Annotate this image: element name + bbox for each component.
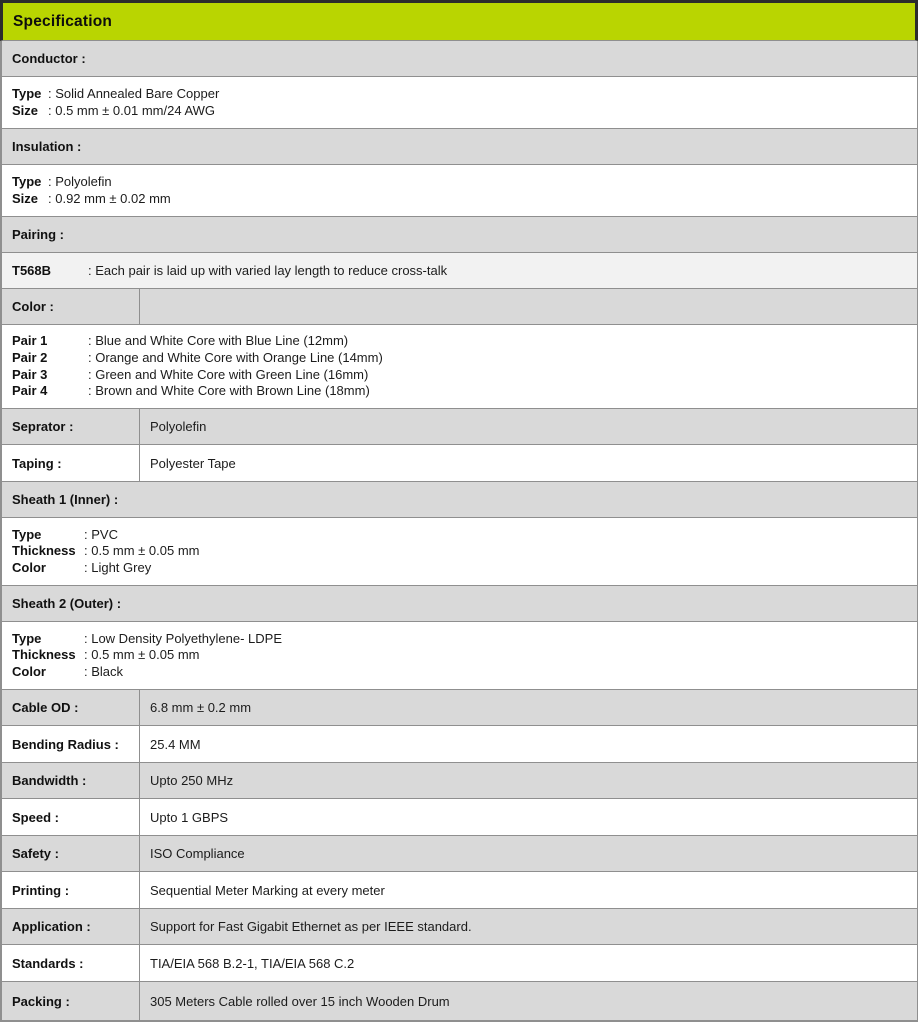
spec-value-cell: [140, 763, 917, 798]
spec-label: Pair 2: [12, 349, 48, 365]
spec-row-bandwidth: [2, 763, 917, 799]
spec-label-cell: [2, 872, 140, 908]
section-heading-insulation: [2, 129, 917, 165]
section-heading-conductor: [2, 41, 917, 77]
spec-label: Printing :: [12, 882, 70, 898]
spec-value: ISO Compliance: [150, 846, 245, 861]
spec-value: : PVC: [84, 526, 118, 542]
spec-value: 6.8 mm ± 0.2 mm: [150, 700, 252, 715]
spec-value: : Black: [84, 663, 124, 679]
spec-line-conductor-type: [12, 86, 907, 103]
spec-label: Bandwidth :: [12, 773, 87, 788]
spec-row-taping: [2, 445, 917, 482]
table-body: [0, 41, 918, 1022]
pair-colors-row: [2, 325, 917, 409]
spec-label-cell: [2, 799, 140, 835]
spec-value: : Each pair is laid up with varied lay length to reduce cross-talk: [88, 263, 448, 278]
section-heading-text: Conductor :: [12, 51, 86, 66]
sheath1-details-row: [2, 518, 917, 586]
spec-value: : 0.5 mm ± 0.01 mm/24 AWG: [48, 102, 216, 118]
spec-row-separator: [2, 409, 917, 445]
spec-value-cell: [140, 872, 917, 908]
spec-label-cell: [2, 982, 140, 1020]
spec-label: Pair 1: [12, 333, 48, 349]
spec-label: Type: [12, 173, 42, 189]
spec-value: Polyester Tape: [150, 455, 236, 471]
t568b-row: [2, 253, 917, 289]
spec-line-conductor-size: [12, 103, 907, 120]
spec-value: 305 Meters Cable rolled over 15 inch Wooden Drum: [150, 993, 450, 1009]
spec-label: Type: [12, 526, 42, 542]
spec-value: Polyolefin: [150, 419, 207, 434]
spec-value-cell: [140, 690, 917, 725]
spec-label: Speed :: [12, 809, 59, 825]
spec-label: Size: [12, 190, 39, 206]
spec-value: : Green and White Core with Green Line (16mm): [88, 366, 369, 382]
spec-line-sheath1-thickness: [12, 543, 907, 560]
spec-line-insulation-size: [12, 191, 907, 208]
spec-row-printing: [2, 872, 917, 909]
spec-value: Sequential Meter Marking at every meter: [150, 882, 385, 898]
spec-line-pair3: [12, 367, 907, 384]
section-heading-sheath1: [2, 482, 917, 518]
spec-label: Thickness: [12, 543, 76, 559]
spec-label-cell: [2, 690, 140, 725]
color-heading-row: [2, 289, 917, 325]
spec-line-sheath1-type: [12, 527, 907, 544]
spec-label-cell: [2, 909, 140, 944]
spec-label: Color: [12, 663, 46, 679]
spec-label: Seprator :: [12, 419, 74, 434]
spec-label: Color :: [12, 299, 54, 314]
spec-line-sheath2-type: [12, 631, 907, 648]
color-heading-empty-cell: [140, 289, 917, 324]
spec-label: Type: [12, 630, 42, 646]
spec-value: : Polyolefin: [48, 173, 112, 189]
spec-value: : Low Density Polyethylene- LDPE: [84, 630, 282, 646]
spec-value: : Solid Annealed Bare Copper: [48, 85, 220, 101]
spec-row-application: [2, 909, 917, 945]
spec-label-cell: [2, 445, 140, 481]
spec-line-sheath2-thickness: [12, 647, 907, 664]
spec-value: : Brown and White Core with Brown Line (18mm): [88, 383, 370, 399]
spec-line-pair2: [12, 350, 907, 367]
spec-row-cable-od: [2, 690, 917, 726]
spec-value-cell: [140, 726, 917, 762]
spec-label: Thickness: [12, 647, 76, 663]
spec-value-cell: [140, 909, 917, 944]
spec-line-sheath1-color: [12, 560, 907, 577]
spec-row-standards: [2, 945, 917, 982]
spec-value-cell: [140, 836, 917, 871]
spec-value: : Light Grey: [84, 559, 152, 575]
spec-label-cell: [2, 726, 140, 762]
spec-value: TIA/EIA 568 B.2-1, TIA/EIA 568 C.2: [150, 955, 355, 971]
spec-value: 25.4 MM: [150, 736, 201, 752]
spec-value: : 0.92 mm ± 0.02 mm: [48, 190, 171, 206]
table-title: Specification: [13, 12, 113, 30]
spec-line-insulation-type: [12, 174, 907, 191]
spec-label: Application :: [12, 919, 91, 934]
section-heading-text: Sheath 2 (Outer) :: [12, 596, 122, 611]
table-title-row: [0, 0, 918, 41]
spec-label: Type: [12, 85, 42, 101]
spec-row-bending-radius: [2, 726, 917, 763]
spec-row-safety: [2, 836, 917, 872]
spec-value-cell: [140, 445, 917, 481]
spec-label-cell: [2, 763, 140, 798]
spec-value: Upto 1 GBPS: [150, 809, 229, 825]
spec-value: : 0.5 mm ± 0.05 mm: [84, 647, 200, 663]
section-heading-sheath2: [2, 586, 917, 622]
spec-label: Size: [12, 102, 39, 118]
spec-row-packing: [2, 982, 917, 1020]
sheath2-details-row: [2, 622, 917, 690]
spec-label-cell: [2, 836, 140, 871]
spec-label: Pair 3: [12, 366, 48, 382]
color-heading-label-cell: [2, 289, 140, 324]
spec-value: : 0.5 mm ± 0.05 mm: [84, 543, 200, 559]
spec-label: Packing :: [12, 993, 70, 1009]
spec-value-cell: [140, 945, 917, 981]
spec-value: Upto 250 MHz: [150, 773, 234, 788]
spec-value: Support for Fast Gigabit Ethernet as per IEEE standard.: [150, 919, 472, 934]
spec-label-cell: [2, 409, 140, 444]
spec-label: Color: [12, 559, 46, 575]
section-heading-text: Insulation :: [12, 139, 82, 154]
spec-label: Bending Radius :: [12, 736, 119, 752]
insulation-details-row: [2, 165, 917, 217]
spec-value: : Blue and White Core with Blue Line (12mm): [88, 333, 349, 349]
conductor-details-row: [2, 77, 917, 129]
section-heading-pairing: [2, 217, 917, 253]
spec-line-sheath2-color: [12, 664, 907, 681]
spec-label: T568B: [12, 263, 52, 278]
spec-row-speed: [2, 799, 917, 836]
spec-label-cell: [2, 945, 140, 981]
spec-value: : Orange and White Core with Orange Line (14mm): [88, 349, 383, 365]
spec-line-pair4: [12, 383, 907, 400]
section-heading-text: Sheath 1 (Inner) :: [12, 492, 119, 507]
spec-line-pair1: [12, 333, 907, 350]
spec-value-cell: [140, 409, 917, 444]
spec-label: Cable OD :: [12, 700, 79, 715]
spec-label: Safety :: [12, 846, 59, 861]
spec-label: Pair 4: [12, 383, 48, 399]
spec-value-cell: [140, 799, 917, 835]
spec-label: Standards :: [12, 955, 84, 971]
spec-value-cell: [140, 982, 917, 1020]
spec-label: Taping :: [12, 455, 62, 471]
section-heading-text: Pairing :: [12, 227, 65, 242]
